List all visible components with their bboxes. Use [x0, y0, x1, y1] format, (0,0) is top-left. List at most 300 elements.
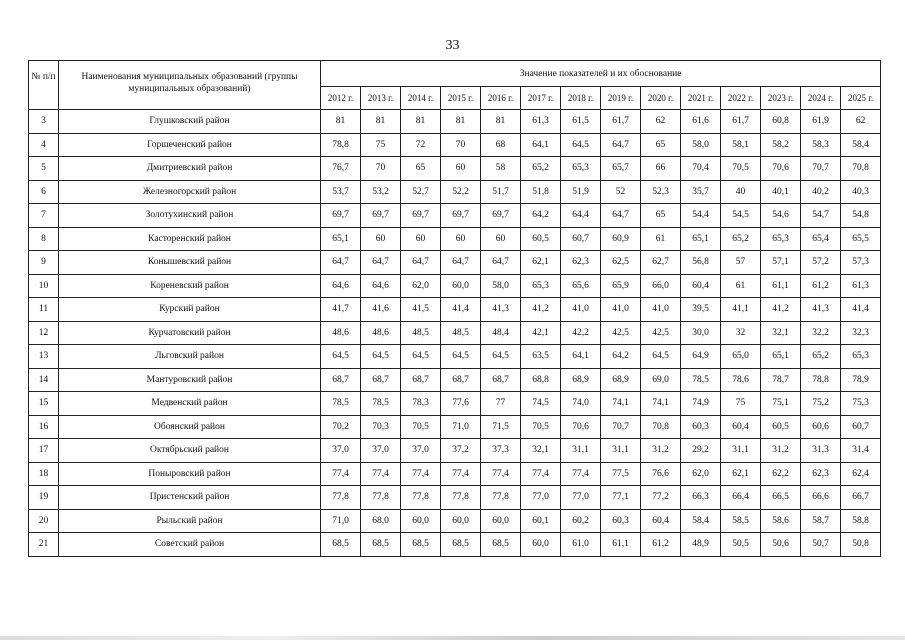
district-name: Советский район — [59, 533, 321, 557]
header-year: 2017 г. — [521, 87, 561, 110]
value-cell: 68,5 — [321, 533, 361, 557]
value-cell: 58,3 — [801, 133, 841, 157]
value-cell: 77,5 — [601, 462, 641, 486]
value-cell: 48,6 — [361, 321, 401, 345]
district-name: Медвенский район — [59, 392, 321, 416]
value-cell: 62,1 — [721, 462, 761, 486]
value-cell: 37,2 — [441, 439, 481, 463]
value-cell: 40,3 — [841, 180, 881, 204]
value-cell: 42,5 — [601, 321, 641, 345]
value-cell: 48,5 — [401, 321, 441, 345]
value-cell: 77,8 — [441, 486, 481, 510]
district-name: Кореневский район — [59, 274, 321, 298]
value-cell: 52,7 — [401, 180, 441, 204]
table-row — [29, 486, 881, 510]
header-values: Значение показателей и их обоснование — [321, 61, 881, 87]
value-cell: 37,3 — [481, 439, 521, 463]
value-cell: 77,8 — [361, 486, 401, 510]
value-cell: 60,1 — [521, 509, 561, 533]
value-cell: 70,7 — [601, 415, 641, 439]
value-cell: 58,0 — [481, 274, 521, 298]
row-number: 11 — [29, 298, 59, 322]
value-cell: 65,1 — [761, 345, 801, 369]
value-cell: 81 — [321, 110, 361, 134]
value-cell: 54,6 — [761, 204, 801, 228]
header-year: 2025 г. — [841, 87, 881, 110]
value-cell: 41,6 — [361, 298, 401, 322]
value-cell: 60,5 — [521, 227, 561, 251]
value-cell: 63,5 — [521, 345, 561, 369]
table-row — [29, 227, 881, 251]
value-cell: 77,4 — [521, 462, 561, 486]
value-cell: 57,1 — [761, 251, 801, 275]
value-cell: 60,4 — [641, 509, 681, 533]
value-cell: 65,2 — [801, 345, 841, 369]
value-cell: 32,3 — [841, 321, 881, 345]
row-number: 14 — [29, 368, 59, 392]
value-cell: 77,4 — [481, 462, 521, 486]
header-year: 2019 г. — [601, 87, 641, 110]
table-row — [29, 180, 881, 204]
value-cell: 50,8 — [841, 533, 881, 557]
value-cell: 68,5 — [441, 533, 481, 557]
value-cell: 30,0 — [681, 321, 721, 345]
value-cell: 58,5 — [721, 509, 761, 533]
value-cell: 61,0 — [561, 533, 601, 557]
value-cell: 60,2 — [561, 509, 601, 533]
value-cell: 76,7 — [321, 157, 361, 181]
value-cell: 65,5 — [841, 227, 881, 251]
value-cell: 74,5 — [521, 392, 561, 416]
value-cell: 68 — [481, 133, 521, 157]
value-cell: 61,5 — [561, 110, 601, 134]
value-cell: 65,3 — [561, 157, 601, 181]
value-cell: 41,2 — [761, 298, 801, 322]
value-cell: 74,1 — [641, 392, 681, 416]
value-cell: 77,8 — [401, 486, 441, 510]
row-number: 10 — [29, 274, 59, 298]
value-cell: 62,4 — [841, 462, 881, 486]
value-cell: 66,4 — [721, 486, 761, 510]
value-cell: 60,6 — [801, 415, 841, 439]
value-cell: 60,5 — [761, 415, 801, 439]
value-cell: 60 — [481, 227, 521, 251]
value-cell: 64,5 — [441, 345, 481, 369]
value-cell: 32,1 — [521, 439, 561, 463]
value-cell: 60,9 — [601, 227, 641, 251]
table-row — [29, 251, 881, 275]
value-cell: 75,2 — [801, 392, 841, 416]
value-cell: 61,1 — [601, 533, 641, 557]
table-row — [29, 321, 881, 345]
indicator-table — [28, 60, 881, 557]
value-cell: 77,4 — [361, 462, 401, 486]
header-year: 2020 г. — [641, 87, 681, 110]
value-cell: 60,3 — [601, 509, 641, 533]
value-cell: 68,7 — [441, 368, 481, 392]
value-cell: 41,3 — [801, 298, 841, 322]
value-cell: 41,3 — [481, 298, 521, 322]
value-cell: 65,1 — [321, 227, 361, 251]
value-cell: 62,0 — [401, 274, 441, 298]
value-cell: 58,8 — [841, 509, 881, 533]
value-cell: 31,3 — [801, 439, 841, 463]
value-cell: 65,3 — [761, 227, 801, 251]
row-number: 16 — [29, 415, 59, 439]
value-cell: 64,1 — [561, 345, 601, 369]
value-cell: 77,8 — [481, 486, 521, 510]
value-cell: 60 — [441, 157, 481, 181]
value-cell: 70,6 — [761, 157, 801, 181]
header-year: 2022 г. — [721, 87, 761, 110]
value-cell: 62 — [841, 110, 881, 134]
value-cell: 41,0 — [601, 298, 641, 322]
value-cell: 62,5 — [601, 251, 641, 275]
value-cell: 40,2 — [801, 180, 841, 204]
value-cell: 65,7 — [601, 157, 641, 181]
value-cell: 64,5 — [641, 345, 681, 369]
value-cell: 60,0 — [401, 509, 441, 533]
value-cell: 68,5 — [401, 533, 441, 557]
value-cell: 61,2 — [641, 533, 681, 557]
header-year: 2013 г. — [361, 87, 401, 110]
value-cell: 69,7 — [361, 204, 401, 228]
value-cell: 68,0 — [361, 509, 401, 533]
header-year: 2016 г. — [481, 87, 521, 110]
value-cell: 41,2 — [521, 298, 561, 322]
value-cell: 50,5 — [721, 533, 761, 557]
value-cell: 70,8 — [841, 157, 881, 181]
row-number: 17 — [29, 439, 59, 463]
value-cell: 58,1 — [721, 133, 761, 157]
value-cell: 70,5 — [521, 415, 561, 439]
value-cell: 78,9 — [841, 368, 881, 392]
value-cell: 57 — [721, 251, 761, 275]
page-number: 33 — [445, 38, 460, 53]
value-cell: 70,6 — [561, 415, 601, 439]
value-cell: 48,9 — [681, 533, 721, 557]
district-name: Рыльский район — [59, 509, 321, 533]
table-row — [29, 462, 881, 486]
value-cell: 57,2 — [801, 251, 841, 275]
value-cell: 41,7 — [321, 298, 361, 322]
value-cell: 61,3 — [841, 274, 881, 298]
value-cell: 64,5 — [361, 345, 401, 369]
value-cell: 60,0 — [441, 274, 481, 298]
value-cell: 64,2 — [601, 345, 641, 369]
value-cell: 39,5 — [681, 298, 721, 322]
value-cell: 29,2 — [681, 439, 721, 463]
value-cell: 60 — [361, 227, 401, 251]
value-cell: 75 — [361, 133, 401, 157]
value-cell: 77,1 — [601, 486, 641, 510]
value-cell: 60 — [441, 227, 481, 251]
table-row — [29, 133, 881, 157]
value-cell: 66,6 — [801, 486, 841, 510]
district-name: Горшеченский район — [59, 133, 321, 157]
value-cell: 70,5 — [401, 415, 441, 439]
value-cell: 66,3 — [681, 486, 721, 510]
value-cell: 62,2 — [761, 462, 801, 486]
value-cell: 64,7 — [601, 133, 641, 157]
value-cell: 64,6 — [321, 274, 361, 298]
row-number: 8 — [29, 227, 59, 251]
value-cell: 81 — [361, 110, 401, 134]
value-cell: 65,6 — [561, 274, 601, 298]
table-row — [29, 204, 881, 228]
value-cell: 64,5 — [321, 345, 361, 369]
value-cell: 70,8 — [641, 415, 681, 439]
value-cell: 65,3 — [841, 345, 881, 369]
value-cell: 56,8 — [681, 251, 721, 275]
value-cell: 65,3 — [521, 274, 561, 298]
district-name: Пристенский район — [59, 486, 321, 510]
row-number: 21 — [29, 533, 59, 557]
header-year: 2015 г. — [441, 87, 481, 110]
value-cell: 58,4 — [841, 133, 881, 157]
value-cell: 65,2 — [721, 227, 761, 251]
value-cell: 37,0 — [361, 439, 401, 463]
value-cell: 64,1 — [521, 133, 561, 157]
header-year: 2014 г. — [401, 87, 441, 110]
value-cell: 75,3 — [841, 392, 881, 416]
value-cell: 64,7 — [401, 251, 441, 275]
value-cell: 65 — [641, 204, 681, 228]
row-number: 3 — [29, 110, 59, 134]
value-cell: 58,7 — [801, 509, 841, 533]
table-row — [29, 345, 881, 369]
row-number: 13 — [29, 345, 59, 369]
value-cell: 61 — [721, 274, 761, 298]
value-cell: 42,1 — [521, 321, 561, 345]
value-cell: 81 — [401, 110, 441, 134]
table-row — [29, 298, 881, 322]
value-cell: 51,9 — [561, 180, 601, 204]
value-cell: 60,4 — [681, 274, 721, 298]
value-cell: 70,7 — [801, 157, 841, 181]
table-body — [29, 110, 881, 557]
value-cell: 60 — [401, 227, 441, 251]
value-cell: 60,8 — [761, 110, 801, 134]
value-cell: 32,2 — [801, 321, 841, 345]
value-cell: 58,2 — [761, 133, 801, 157]
value-cell: 60,0 — [441, 509, 481, 533]
value-cell: 81 — [481, 110, 521, 134]
value-cell: 31,4 — [841, 439, 881, 463]
value-cell: 53,2 — [361, 180, 401, 204]
value-cell: 52 — [601, 180, 641, 204]
value-cell: 68,7 — [481, 368, 521, 392]
table-row — [29, 274, 881, 298]
value-cell: 64,7 — [481, 251, 521, 275]
header-year: 2021 г. — [681, 87, 721, 110]
row-number: 20 — [29, 509, 59, 533]
row-number: 12 — [29, 321, 59, 345]
scan-edge — [0, 636, 905, 640]
value-cell: 71,0 — [441, 415, 481, 439]
table-row — [29, 439, 881, 463]
district-name: Курчатовский район — [59, 321, 321, 345]
table-row — [29, 509, 881, 533]
value-cell: 61,9 — [801, 110, 841, 134]
value-cell: 68,7 — [321, 368, 361, 392]
value-cell: 62,1 — [521, 251, 561, 275]
value-cell: 61,7 — [721, 110, 761, 134]
header-year: 2012 г. — [321, 87, 361, 110]
value-cell: 77,4 — [401, 462, 441, 486]
value-cell: 54,4 — [681, 204, 721, 228]
value-cell: 70 — [361, 157, 401, 181]
value-cell: 77,0 — [561, 486, 601, 510]
value-cell: 41,4 — [841, 298, 881, 322]
value-cell: 51,8 — [521, 180, 561, 204]
value-cell: 62,3 — [801, 462, 841, 486]
value-cell: 41,5 — [401, 298, 441, 322]
header-year: 2023 г. — [761, 87, 801, 110]
value-cell: 65,0 — [721, 345, 761, 369]
value-cell: 41,0 — [561, 298, 601, 322]
value-cell: 58,0 — [681, 133, 721, 157]
district-name: Золотухинский район — [59, 204, 321, 228]
value-cell: 74,1 — [601, 392, 641, 416]
district-name: Глушковский район — [59, 110, 321, 134]
value-cell: 42,2 — [561, 321, 601, 345]
district-name: Дмитриевский район — [59, 157, 321, 181]
row-number: 18 — [29, 462, 59, 486]
value-cell: 77,4 — [321, 462, 361, 486]
row-number: 19 — [29, 486, 59, 510]
value-cell: 60,4 — [721, 415, 761, 439]
value-cell: 77,6 — [441, 392, 481, 416]
value-cell: 75,1 — [761, 392, 801, 416]
value-cell: 61 — [641, 227, 681, 251]
value-cell: 64,5 — [481, 345, 521, 369]
value-cell: 70,5 — [721, 157, 761, 181]
value-cell: 68,8 — [521, 368, 561, 392]
value-cell: 81 — [441, 110, 481, 134]
value-cell: 68,5 — [361, 533, 401, 557]
row-number: 5 — [29, 157, 59, 181]
value-cell: 72 — [401, 133, 441, 157]
value-cell: 64,7 — [361, 251, 401, 275]
district-name: Курский район — [59, 298, 321, 322]
value-cell: 78,5 — [321, 392, 361, 416]
header-year: 2024 г. — [801, 87, 841, 110]
value-cell: 58,4 — [681, 509, 721, 533]
value-cell: 31,2 — [761, 439, 801, 463]
row-number: 6 — [29, 180, 59, 204]
value-cell: 61,2 — [801, 274, 841, 298]
value-cell: 78,3 — [401, 392, 441, 416]
value-cell: 57,3 — [841, 251, 881, 275]
value-cell: 40 — [721, 180, 761, 204]
value-cell: 65,9 — [601, 274, 641, 298]
value-cell: 68,7 — [361, 368, 401, 392]
value-cell: 32,1 — [761, 321, 801, 345]
district-name: Поныровский район — [59, 462, 321, 486]
value-cell: 32 — [721, 321, 761, 345]
value-cell: 69,7 — [441, 204, 481, 228]
value-cell: 64,7 — [601, 204, 641, 228]
value-cell: 75 — [721, 392, 761, 416]
value-cell: 50,7 — [801, 533, 841, 557]
value-cell: 74,0 — [561, 392, 601, 416]
value-cell: 48,6 — [321, 321, 361, 345]
value-cell: 31,2 — [641, 439, 681, 463]
value-cell: 64,5 — [401, 345, 441, 369]
value-cell: 76,6 — [641, 462, 681, 486]
value-cell: 64,7 — [441, 251, 481, 275]
value-cell: 70,4 — [681, 157, 721, 181]
value-cell: 77,4 — [441, 462, 481, 486]
value-cell: 51,7 — [481, 180, 521, 204]
value-cell: 41,4 — [441, 298, 481, 322]
district-name: Железногорский район — [59, 180, 321, 204]
table-row — [29, 392, 881, 416]
table-row — [29, 368, 881, 392]
value-cell: 65 — [401, 157, 441, 181]
value-cell: 53,7 — [321, 180, 361, 204]
header-name: Наименования муниципальных образований (группы муниципальных образований) — [59, 61, 321, 110]
value-cell: 69,7 — [481, 204, 521, 228]
value-cell: 48,4 — [481, 321, 521, 345]
value-cell: 70 — [441, 133, 481, 157]
value-cell: 35,7 — [681, 180, 721, 204]
value-cell: 70,3 — [361, 415, 401, 439]
value-cell: 60,0 — [521, 533, 561, 557]
value-cell: 58,6 — [761, 509, 801, 533]
value-cell: 77 — [481, 392, 521, 416]
value-cell: 66,5 — [761, 486, 801, 510]
row-number: 4 — [29, 133, 59, 157]
value-cell: 77,8 — [321, 486, 361, 510]
value-cell: 62 — [641, 110, 681, 134]
district-name: Конышевский район — [59, 251, 321, 275]
value-cell: 77,0 — [521, 486, 561, 510]
row-number: 9 — [29, 251, 59, 275]
district-name: Октябрьский район — [59, 439, 321, 463]
value-cell: 50,6 — [761, 533, 801, 557]
value-cell: 69,7 — [401, 204, 441, 228]
table-row — [29, 110, 881, 134]
value-cell: 61,7 — [601, 110, 641, 134]
value-cell: 58 — [481, 157, 521, 181]
value-cell: 37,0 — [401, 439, 441, 463]
value-cell: 60,0 — [481, 509, 521, 533]
value-cell: 54,5 — [721, 204, 761, 228]
value-cell: 65,4 — [801, 227, 841, 251]
value-cell: 78,8 — [801, 368, 841, 392]
value-cell: 68,5 — [481, 533, 521, 557]
value-cell: 74,9 — [681, 392, 721, 416]
value-cell: 62,3 — [561, 251, 601, 275]
table-row — [29, 157, 881, 181]
value-cell: 65,1 — [681, 227, 721, 251]
value-cell: 70,2 — [321, 415, 361, 439]
value-cell: 41,0 — [641, 298, 681, 322]
value-cell: 78,5 — [681, 368, 721, 392]
value-cell: 65 — [641, 133, 681, 157]
value-cell: 77,2 — [641, 486, 681, 510]
value-cell: 31,1 — [601, 439, 641, 463]
value-cell: 48,5 — [441, 321, 481, 345]
value-cell: 54,7 — [801, 204, 841, 228]
value-cell: 61,6 — [681, 110, 721, 134]
value-cell: 31,1 — [721, 439, 761, 463]
value-cell: 68,7 — [401, 368, 441, 392]
value-cell: 78,6 — [721, 368, 761, 392]
value-cell: 77,4 — [561, 462, 601, 486]
